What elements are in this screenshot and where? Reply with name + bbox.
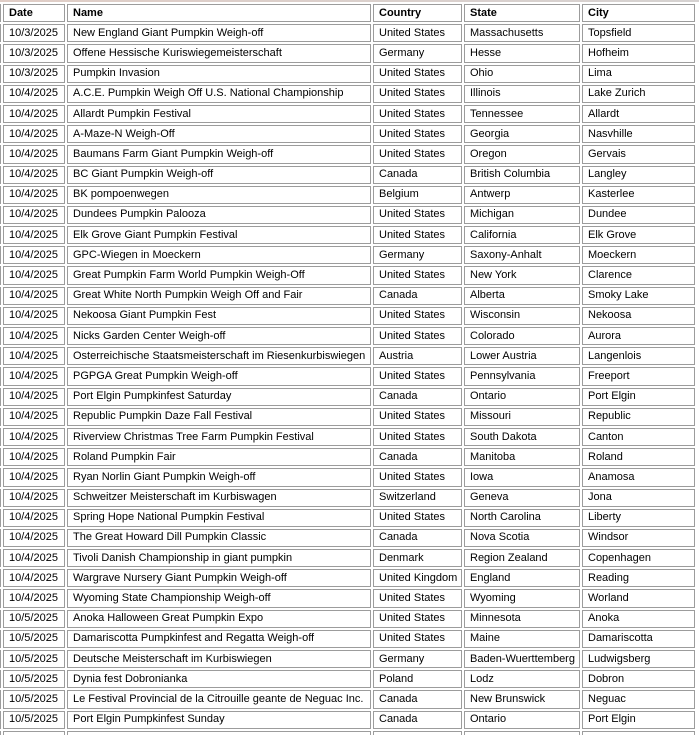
cell-city: Anamosa: [582, 468, 695, 486]
top-edge-band: [0, 0, 699, 2]
cell-date: 10/4/2025: [3, 85, 65, 103]
cell-name: Great White North Pumpkin Weigh Off and Fair: [67, 287, 371, 305]
cell-name: New England Giant Pumpkin Weigh-off: [67, 24, 371, 42]
cell-date: 10/3/2025: [3, 24, 65, 42]
row-edge-cell: [0, 489, 1, 507]
cell-name: Dundees Pumpkin Palooza: [67, 206, 371, 224]
row-edge-cell: [0, 448, 1, 466]
table-row: [0, 489, 695, 507]
cell-city: Windsor: [582, 529, 695, 547]
cell-date: 10/4/2025: [3, 125, 65, 143]
cell-date: 10/4/2025: [3, 408, 65, 426]
cell-state: Antwerp: [464, 186, 580, 204]
cell-name: Republic Pumpkin Daze Fall Festival: [67, 408, 371, 426]
cell-city: Aurora: [582, 327, 695, 345]
cell-state: Ontario: [464, 388, 580, 406]
cell-date: 10/5/2025: [3, 670, 65, 688]
cell-date: 10/4/2025: [3, 468, 65, 486]
cell-city: [582, 731, 695, 735]
cell-name: Le Festival Provincial de la Citrouille geante de Neguac Inc.: [67, 690, 371, 708]
cell-date: 10/5/2025: [3, 650, 65, 668]
cell-country: United States: [373, 468, 462, 486]
row-edge-cell: [0, 287, 1, 305]
cell-state: Hesse: [464, 44, 580, 62]
row-edge-cell: [0, 367, 1, 385]
pumpkin-events-table: [0, 2, 697, 735]
cell-city: Roland: [582, 448, 695, 466]
cell-state: Oregon: [464, 145, 580, 163]
cell-country: [373, 731, 462, 735]
cell-date: 10/4/2025: [3, 589, 65, 607]
cell-date: 10/4/2025: [3, 307, 65, 325]
cell-name: The Great Howard Dill Pumpkin Classic: [67, 529, 371, 547]
cell-state: Ohio: [464, 65, 580, 83]
cell-name: Riverview Christmas Tree Farm Pumpkin Festival: [67, 428, 371, 446]
row-edge-cell: [0, 166, 1, 184]
cell-country: Canada: [373, 166, 462, 184]
cell-country: Canada: [373, 529, 462, 547]
cell-country: Germany: [373, 650, 462, 668]
row-edge-cell: [0, 610, 1, 628]
cell-city: Lima: [582, 65, 695, 83]
cell-country: Germany: [373, 246, 462, 264]
cell-date: 10/4/2025: [3, 246, 65, 264]
row-edge-cell: [0, 125, 1, 143]
table-row: [0, 448, 695, 466]
cell-state: Massachusetts: [464, 24, 580, 42]
cell-city: Kasterlee: [582, 186, 695, 204]
table-row: [0, 529, 695, 547]
table-row: [0, 145, 695, 163]
table-row: [0, 266, 695, 284]
cell-city: Jona: [582, 489, 695, 507]
cell-name: Roland Pumpkin Fair: [67, 448, 371, 466]
cell-country: Canada: [373, 690, 462, 708]
table-row: [0, 711, 695, 729]
cell-state: Michigan: [464, 206, 580, 224]
cell-name: Schweitzer Meisterschaft im Kurbiswagen: [67, 489, 371, 507]
cell-name: Great Pumpkin Farm World Pumpkin Weigh-Off: [67, 266, 371, 284]
cell-name: Nicks Garden Center Weigh-off: [67, 327, 371, 345]
cell-city: Elk Grove: [582, 226, 695, 244]
row-edge-cell: [0, 246, 1, 264]
row-edge-cell: [0, 24, 1, 42]
cell-country: United States: [373, 428, 462, 446]
cell-country: Belgium: [373, 186, 462, 204]
cell-name: Deutsche Meisterschaft im Kurbiswiegen: [67, 650, 371, 668]
cell-country: United States: [373, 266, 462, 284]
cell-date: 10/4/2025: [3, 549, 65, 567]
cell-name: Port Elgin Pumpkinfest Saturday: [67, 388, 371, 406]
cell-date: 10/4/2025: [3, 347, 65, 365]
table-row: [0, 549, 695, 567]
cell-name: BC Giant Pumpkin Weigh-off: [67, 166, 371, 184]
cell-name: BK pompoenwegen: [67, 186, 371, 204]
cell-state: Wisconsin: [464, 307, 580, 325]
table-row: [0, 24, 695, 42]
cell-city: Neguac: [582, 690, 695, 708]
table-row: [0, 287, 695, 305]
table-row: [0, 186, 695, 204]
cell-country: United States: [373, 367, 462, 385]
row-edge-cell: [0, 468, 1, 486]
cell-date: 10/4/2025: [3, 388, 65, 406]
row-edge-cell: [0, 711, 1, 729]
row-edge-cell: [0, 731, 1, 735]
cell-name: Allardt Pumpkin Festival: [67, 105, 371, 123]
cell-name: Spring Hope National Pumpkin Festival: [67, 509, 371, 527]
cell-country: Germany: [373, 44, 462, 62]
cell-city: Port Elgin: [582, 388, 695, 406]
cell-country: Canada: [373, 287, 462, 305]
cell-country: Poland: [373, 670, 462, 688]
row-edge-cell: [0, 307, 1, 325]
table-row: [0, 327, 695, 345]
cell-date: 10/3/2025: [3, 65, 65, 83]
cell-name: GPC-Wiegen in Moeckern: [67, 246, 371, 264]
cell-name: PGPGA Great Pumpkin Weigh-off: [67, 367, 371, 385]
cell-date: 10/4/2025: [3, 489, 65, 507]
cell-state: Colorado: [464, 327, 580, 345]
cell-city: Port Elgin: [582, 711, 695, 729]
cell-name: Dynia fest Dobronianka: [67, 670, 371, 688]
table-row: [0, 367, 695, 385]
cell-state: [464, 731, 580, 735]
cell-city: Langley: [582, 166, 695, 184]
table-row: [0, 650, 695, 668]
row-edge-cell: [0, 186, 1, 204]
cell-city: Hofheim: [582, 44, 695, 62]
cell-state: England: [464, 569, 580, 587]
cell-state: Lodz: [464, 670, 580, 688]
cell-state: Lower Austria: [464, 347, 580, 365]
cell-city: Clarence: [582, 266, 695, 284]
cell-name: A-Maze-N Weigh-Off: [67, 125, 371, 143]
cell-name: Offene Hessische Kuriswiegemeisterschaft: [67, 44, 371, 62]
cell-country: United States: [373, 24, 462, 42]
cell-country: Austria: [373, 347, 462, 365]
row-edge-cell: [0, 670, 1, 688]
cell-state: South Dakota: [464, 428, 580, 446]
cell-country: Canada: [373, 388, 462, 406]
cell-name: Osterreichische Staatsmeisterschaft im Riesenkurbiswiegen: [67, 347, 371, 365]
table-row: [0, 85, 695, 103]
row-edge-cell: [0, 569, 1, 587]
cell-city: Ludwigsberg: [582, 650, 695, 668]
header-date: Date: [3, 4, 65, 22]
cell-city: Anoka: [582, 610, 695, 628]
cell-city: Topsfield: [582, 24, 695, 42]
cell-state: Geneva: [464, 489, 580, 507]
row-edge-cell: [0, 630, 1, 648]
table-row: [0, 428, 695, 446]
cell-name: Tivoli Danish Championship in giant pumpkin: [67, 549, 371, 567]
cell-country: United States: [373, 610, 462, 628]
cell-date: 10/5/2025: [3, 711, 65, 729]
cell-country: United States: [373, 145, 462, 163]
cell-country: United Kingdom: [373, 569, 462, 587]
cell-city: Republic: [582, 408, 695, 426]
cell-state: Wyoming: [464, 589, 580, 607]
cell-state: Iowa: [464, 468, 580, 486]
cell-city: Nasvhille: [582, 125, 695, 143]
row-edge-cell: [0, 589, 1, 607]
cell-state: Maine: [464, 630, 580, 648]
cell-state: British Columbia: [464, 166, 580, 184]
cell-country: United States: [373, 630, 462, 648]
cell-city: Smoky Lake: [582, 287, 695, 305]
cell-city: Allardt: [582, 105, 695, 123]
table-row: [0, 509, 695, 527]
cell-state: Nova Scotia: [464, 529, 580, 547]
cell-country: United States: [373, 509, 462, 527]
cell-name: Port Elgin Pumpkinfest Sunday: [67, 711, 371, 729]
table-row: [0, 690, 695, 708]
cell-state: Georgia: [464, 125, 580, 143]
cell-name: Pumpkin Invasion: [67, 65, 371, 83]
cell-city: Gervais: [582, 145, 695, 163]
cell-name: Wargrave Nursery Giant Pumpkin Weigh-off: [67, 569, 371, 587]
row-edge-cell: [0, 690, 1, 708]
table-row: [0, 125, 695, 143]
cell-city: Lake Zurich: [582, 85, 695, 103]
table-row: [0, 569, 695, 587]
cell-date: 10/4/2025: [3, 327, 65, 345]
row-edge-cell: [0, 266, 1, 284]
cell-date: 10/4/2025: [3, 145, 65, 163]
cell-city: Dobron: [582, 670, 695, 688]
table-row: [0, 246, 695, 264]
row-edge-cell: [0, 347, 1, 365]
row-edge-cell: [0, 226, 1, 244]
cell-country: Canada: [373, 448, 462, 466]
cell-date: 10/4/2025: [3, 206, 65, 224]
cell-state: Region Zealand: [464, 549, 580, 567]
cell-city: Canton: [582, 428, 695, 446]
cell-date: 10/4/2025: [3, 428, 65, 446]
cell-country: United States: [373, 226, 462, 244]
cell-state: Minnesota: [464, 610, 580, 628]
cell-country: United States: [373, 307, 462, 325]
row-edge-cell: [0, 529, 1, 547]
cell-state: Saxony-Anhalt: [464, 246, 580, 264]
row-edge-cell: [0, 509, 1, 527]
row-edge-cell: [0, 145, 1, 163]
cell-name: Damariscotta Pumpkinfest and Regatta Weigh-off: [67, 630, 371, 648]
table-row: [0, 307, 695, 325]
header-country: Country: [373, 4, 462, 22]
cell-country: Switzerland: [373, 489, 462, 507]
header-edge-cell: [0, 4, 1, 22]
table-row: [0, 408, 695, 426]
cell-state: California: [464, 226, 580, 244]
cell-country: United States: [373, 105, 462, 123]
cell-date: 10/4/2025: [3, 266, 65, 284]
cell-country: Canada: [373, 711, 462, 729]
table-row: [0, 468, 695, 486]
cell-state: Illinois: [464, 85, 580, 103]
cell-name: A.C.E. Pumpkin Weigh Off U.S. National Championship: [67, 85, 371, 103]
cell-date: 10/4/2025: [3, 529, 65, 547]
cell-date: [3, 731, 65, 735]
cell-country: United States: [373, 85, 462, 103]
row-edge-cell: [0, 549, 1, 567]
cell-name: Ryan Norlin Giant Pumpkin Weigh-off: [67, 468, 371, 486]
cell-country: United States: [373, 327, 462, 345]
cell-country: United States: [373, 589, 462, 607]
header-name: Name: [67, 4, 371, 22]
cell-date: 10/4/2025: [3, 569, 65, 587]
cell-city: Moeckern: [582, 246, 695, 264]
cell-date: 10/4/2025: [3, 226, 65, 244]
cell-date: 10/5/2025: [3, 690, 65, 708]
cell-name: Nekoosa Giant Pumpkin Fest: [67, 307, 371, 325]
table-header: [0, 4, 695, 22]
table-row: [0, 610, 695, 628]
cell-name: Wyoming State Championship Weigh-off: [67, 589, 371, 607]
table-row: [0, 105, 695, 123]
table-row: [0, 347, 695, 365]
row-edge-cell: [0, 105, 1, 123]
cell-city: Damariscotta: [582, 630, 695, 648]
cell-state: Pennsylvania: [464, 367, 580, 385]
cell-city: Reading: [582, 569, 695, 587]
table-body: [0, 24, 695, 735]
table-row: [0, 206, 695, 224]
cell-state: New Brunswick: [464, 690, 580, 708]
row-edge-cell: [0, 65, 1, 83]
cell-state: Tennessee: [464, 105, 580, 123]
cell-country: United States: [373, 125, 462, 143]
row-edge-cell: [0, 206, 1, 224]
row-edge-cell: [0, 85, 1, 103]
row-edge-cell: [0, 408, 1, 426]
row-edge-cell: [0, 388, 1, 406]
table-row: [0, 388, 695, 406]
cell-date: 10/4/2025: [3, 105, 65, 123]
table-row: [0, 670, 695, 688]
row-edge-cell: [0, 327, 1, 345]
cell-name: Elk Grove Giant Pumpkin Festival: [67, 226, 371, 244]
cell-name: Baumans Farm Giant Pumpkin Weigh-off: [67, 145, 371, 163]
cell-state: Missouri: [464, 408, 580, 426]
cell-country: United States: [373, 65, 462, 83]
cell-state: New York: [464, 266, 580, 284]
cell-city: Langenlois: [582, 347, 695, 365]
table-row: [0, 589, 695, 607]
cell-name: Anoka Halloween Great Pumpkin Expo: [67, 610, 371, 628]
row-edge-cell: [0, 650, 1, 668]
table-row: [0, 166, 695, 184]
cell-city: Dundee: [582, 206, 695, 224]
cell-city: Freeport: [582, 367, 695, 385]
cell-state: Ontario: [464, 711, 580, 729]
cell-date: 10/4/2025: [3, 448, 65, 466]
cell-date: 10/3/2025: [3, 44, 65, 62]
cell-date: 10/4/2025: [3, 166, 65, 184]
cell-city: Worland: [582, 589, 695, 607]
table-row: [0, 226, 695, 244]
cell-country: Denmark: [373, 549, 462, 567]
cell-state: North Carolina: [464, 509, 580, 527]
header-state: State: [464, 4, 580, 22]
row-edge-cell: [0, 44, 1, 62]
cell-date: 10/4/2025: [3, 287, 65, 305]
row-edge-cell: [0, 428, 1, 446]
cell-city: Nekoosa: [582, 307, 695, 325]
cell-country: United States: [373, 206, 462, 224]
cell-state: Alberta: [464, 287, 580, 305]
cell-city: Liberty: [582, 509, 695, 527]
cell-date: 10/5/2025: [3, 630, 65, 648]
table-row: [0, 630, 695, 648]
cell-date: 10/5/2025: [3, 610, 65, 628]
cell-date: 10/4/2025: [3, 186, 65, 204]
cell-name: [67, 731, 371, 735]
cell-city: Copenhagen: [582, 549, 695, 567]
cell-state: Baden-Wuerttemberg: [464, 650, 580, 668]
cell-date: 10/4/2025: [3, 509, 65, 527]
cell-state: Manitoba: [464, 448, 580, 466]
header-row: [0, 4, 695, 22]
cell-date: 10/4/2025: [3, 367, 65, 385]
partial-row: [0, 731, 695, 735]
header-city: City: [582, 4, 695, 22]
cell-country: United States: [373, 408, 462, 426]
table-row: [0, 65, 695, 83]
table-row: [0, 44, 695, 62]
